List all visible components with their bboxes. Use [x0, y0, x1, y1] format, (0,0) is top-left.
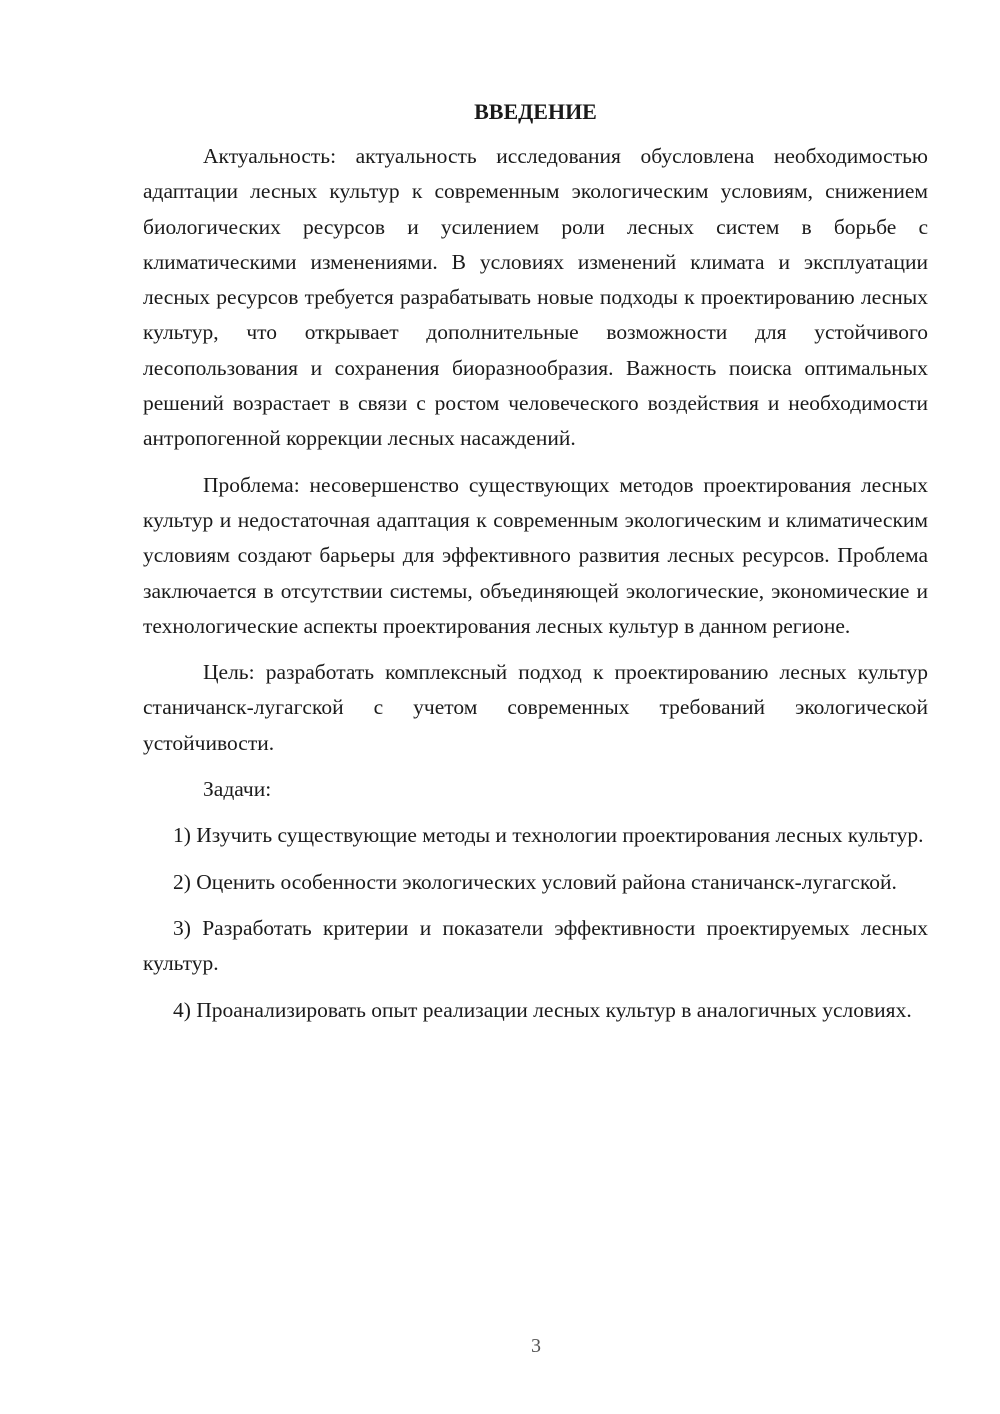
document-page: [143, 94, 928, 1028]
task-item: 1) Изучить существующие методы и технологии проектирования лесных культур.: [173, 823, 924, 848]
problem-paragraph: Проблема: несовершенство существующих методов проектирования лесных культур и недостаточная адаптация к современным экологическим и климатическим условиям создают барьеры для эффективного развития лесных ресурсов. Проблема заключается в отсутствии системы, объединяющей экологические, экономические и технологические аспекты проектирования лесных культур в данном регионе.: [143, 472, 928, 638]
goal-paragraph: Цель: разработать комплексный подход к проектированию лесных культур станичанск-лугагской с учетом современных требований экологической устойчивости.: [143, 660, 928, 755]
task-item: 2) Оценить особенности экологических условий района станичанск-лугагской.: [173, 869, 897, 894]
relevance-paragraph: Актуальность: актуальность исследования обусловлена необходимостью адаптации лесных культур к современным экологическим условиям, снижением биологических ресурсов и усилением роли лесных систем в борьбе с климатическими изменениями. В условиях изменений климата и эксплуатации лесных ресурсов требуется разрабатывать новые подходы к проектированию лесных культур, что открывает дополнительные возможности для устойчивого лесопользования и сохранения биоразнообразия. Важность поиска оптимальных решений возрастает в связи с ростом человеческого воздействия и необходимости антропогенной коррекции лесных насаждений.: [143, 144, 928, 451]
page-number: 3: [531, 1335, 541, 1357]
tasks-heading: Задачи:: [203, 777, 272, 802]
task-item: 3) Разработать критерии и показатели эффективности проектируемых лесных культур.: [143, 915, 928, 976]
section-title: ВВЕДЕНИЕ: [474, 99, 597, 124]
task-item: 4) Проанализировать опыт реализации лесных культур в аналогичных условиях.: [173, 997, 912, 1022]
